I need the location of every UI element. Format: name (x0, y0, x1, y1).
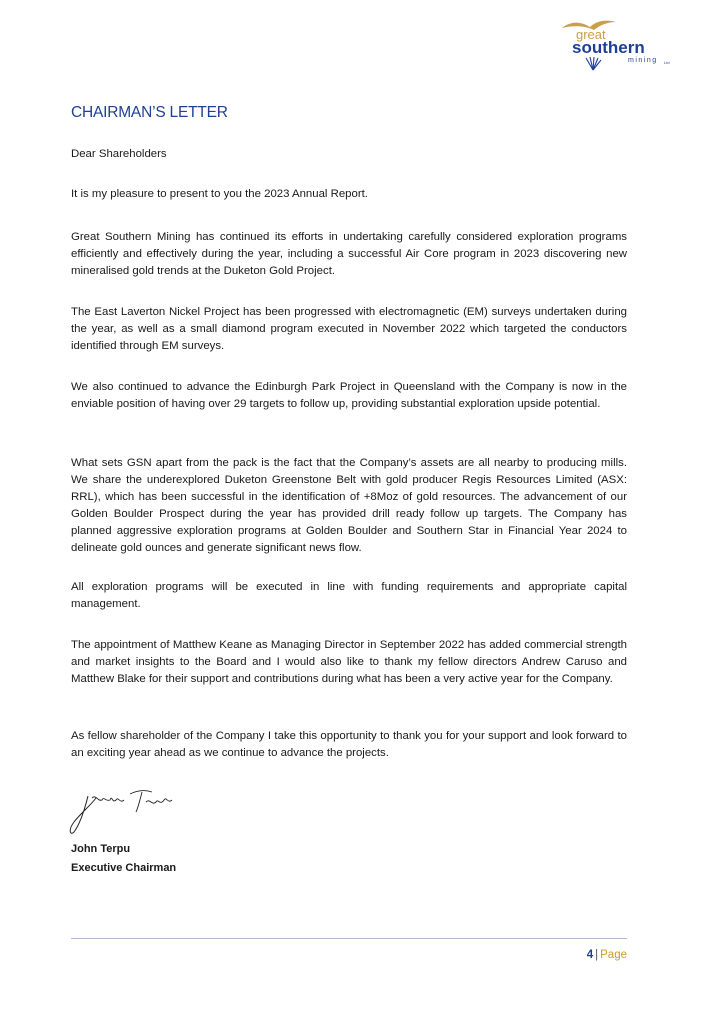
paragraph-duketon: Great Southern Mining has continued its efforts in undertaking carefully considered exploration programs efficiently and effectively during the year, including a successful Air Core program in 2023 discovering new mineralised gold trends at the Duketon Gold Project. (71, 231, 627, 277)
handwritten-signature (66, 782, 178, 838)
paragraph-funding: All exploration programs will be executed in line with funding requirements and appropriate capital management. (71, 581, 627, 610)
logo-word-mining: mining (628, 57, 658, 64)
great-southern-mining-logo (560, 18, 676, 76)
signatory-role: Executive Chairman (71, 862, 177, 874)
page-footer (587, 949, 627, 961)
paragraph-gsn-assets: What sets GSN apart from the pack is the fact that the Company’s assets are all nearby to producing mills. We share the underexplored Duketon Greenstone Belt with gold producer Regis Resources Limited (ASX: RRL), which has been successful in the identification of +8Moz of gold resources. The advancement of our Golden Boulder Prospect during the year has provided drill ready follow up targets. The Company has planned aggressive exploration programs at Golden Boulder and Southern Star in Financial Year 2024 to delineate gold ounces and generate significant news flow. (71, 457, 627, 554)
paragraph-intro: It is my pleasure to present to you the 2023 Annual Report. (71, 188, 368, 200)
logo-word-great: great (576, 27, 606, 42)
page-number: 4 (586, 949, 594, 961)
paragraph-east-laverton: The East Laverton Nickel Project has been progressed with electromagnetic (EM) surveys undertaken during the year, as well as a small diamond program executed in November 2022 which targeted the conductors identified through EM surveys. (71, 306, 627, 352)
paragraph-appointment: The appointment of Matthew Keane as Managing Director in September 2022 has added commercial strength and market insights to the Board and I would also like to thank my fellow directors Andrew Caruso and Matthew Blake for their support and contributions during what has been a very active year for the Company. (71, 639, 627, 685)
paragraph-closing: As fellow shareholder of the Company I take this opportunity to thank you for your support and look forward to an exciting year ahead as we continue to advance the projects. (71, 730, 627, 759)
logo-fan-icon (586, 57, 601, 70)
footer-divider (71, 938, 627, 939)
footer-separator: | (595, 949, 599, 961)
paragraph-salutation: Dear Shareholders (71, 148, 167, 160)
signatory-name: John Terpu (71, 843, 131, 855)
page-label: Page (600, 949, 627, 961)
paragraph-edinburgh-park: We also continued to advance the Edinburgh Park Project in Queensland with the Company is now in the enviable position of having over 29 targets to follow up, providing substantial exploration upside potential. (71, 381, 627, 410)
logo-ltd-mark: Ltd (664, 60, 670, 65)
page-title: CHAIRMAN’S LETTER (71, 104, 228, 121)
logo-word-southern: southern (572, 38, 645, 57)
